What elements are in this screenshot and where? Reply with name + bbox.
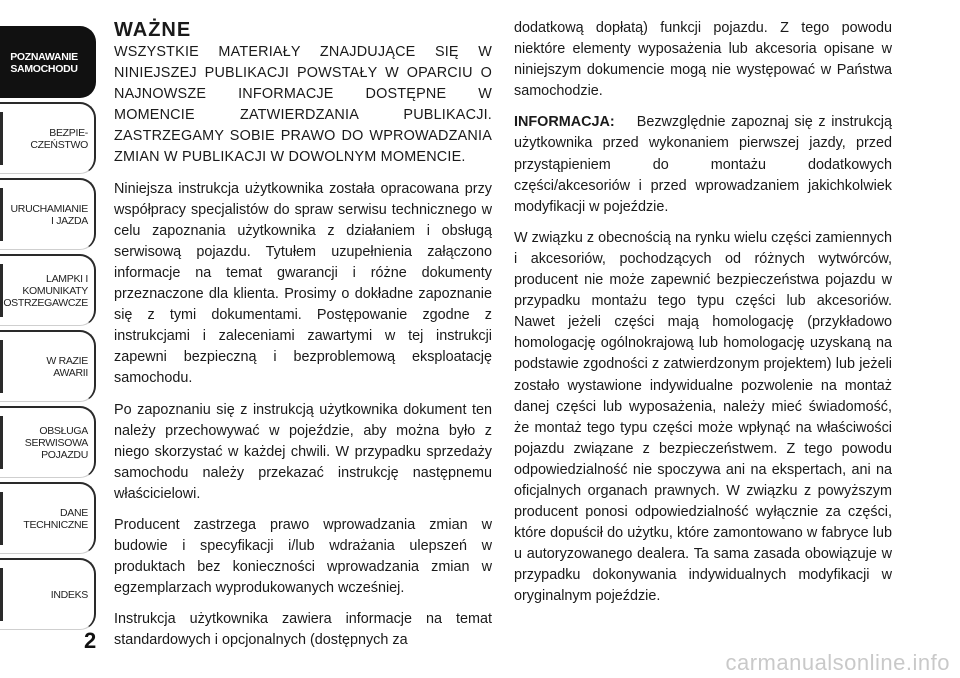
tab-uruchamianie-i-jazda[interactable] [0,178,96,250]
tab-w-razie-awarii[interactable] [0,330,96,402]
tab-dane-techniczne[interactable] [0,482,96,554]
tab-label: POZNAWANIE SAMOCHODU [10,50,78,75]
tab-lampki-i-komunikaty[interactable] [0,254,96,326]
info-note [514,112,892,217]
info-label: INFORMACJA: [514,114,615,131]
section-heading: WAŻNE [114,19,192,41]
tab-label: BEZPIE- CZEŃSTWO [30,126,88,151]
left-column [114,18,492,662]
warning-paragraph: WSZYSTKIE MATERIAŁY ZNAJDUJĄCE SIĘ W NINIEJSZEJ PUBLIKACJI POWSTAŁY W OPARCIU O NAJNOWSZE INFORMACJE DOSTĘPNE W MOMENCIE ZATWIERDZANIA PUBLIKACJI. ZASTRZEGAMY SOBIE PRAWO DO WPROWADZANIA ZMIAN W PUBLIKACJI W DOWOLNYM MOMENCIE. [114,44,492,166]
page-number: 2 [84,628,97,653]
paragraph: Instrukcja użytkownika zawiera informacje na temat standardowych i opcjonalnych (dostępnych za [114,611,492,649]
tab-label: URUCHAMIANIE I JAZDA [10,202,88,227]
tab-poznawanie-samochodu[interactable] [0,26,96,98]
paragraph: Producent zastrzega prawo wprowadzania zmian w budowie i specyfikacji i/lub wdrażania ulepszeń w produktach bez konieczności wprowadzania zmian w egzemplarzach wyprodukowanych wcześniej. [114,516,492,597]
right-column [514,18,892,618]
tab-label: DANE TECHNICZNE [23,506,88,531]
chapter-tabs [0,26,98,634]
tab-bezpieczenstwo[interactable] [0,102,96,174]
paragraph: dodatkową dopłatą) funkcji pojazdu. Z tego powodu niektóre elementy wyposażenia lub akcesoria opisane w niniejszym dokumencie mogą nie występować w Państwa samochodzie. [514,20,892,100]
tab-label: OBSŁUGA SERWISOWA POJAZDU [24,424,88,461]
tab-indeks[interactable] [0,558,96,630]
tab-label: W RAZIE AWARII [46,354,88,379]
paragraph: Niniejsza instrukcja użytkownika została opracowana przy współpracy specjalistów do spraw serwisu technicznego w celu zapoznania użytkownika z działaniem i obsługą serwisową pojazdu. Tytułem uzupełnienia załączono informacje na temat gwarancji i różne dokumenty przeznaczone dla klienta. Prosimy o dokładne zapoznanie się z tymi dokumentami. Postępowanie zgodne z instrukcjami i zaleceniami zawartymi w tej instrukcji zapewni bezpieczną i bezproblemową eksploatację samochodu. [114,180,492,387]
tab-label: INDEKS [50,588,88,601]
paragraph: Po zapoznaniu się z instrukcją użytkownika dokument ten należy przechowywać w pojeździe, aby można było z niego skorzystać w każdej chwili. W przypadku sprzedaży samochodu należy przekazać instrukcję następnemu właścicielowi. [114,401,492,502]
info-text: Bezwzględnie zapoznaj się z instrukcją użytkownika przed wykonaniem pierwszej jazdy, przed przystąpieniem do montażu dodatkowych części/akcesoriów i przed wprowadzaniem jakichkolwiek modyfikacji w pojeździe. [514,114,892,215]
watermark: carmanualsonline.info [725,650,950,675]
paragraph: W związku z obecnością na rynku wielu części zamiennych i akcesoriów, pochodzących od różnych wytwórców, producent nie może zapewnić bezpieczeństwa pojazdu w przypadku montażu tego typu części lub akcesoriów. Nawet jeżeli części mają homologację (przykładowo homologację ogólnokrajową lub homologację uzyskaną na podstawie zgodności z zatwierdzonym projektem) lub jeżeli zostało wystawione indywidualne pozwolenie na montaż danej części lub wyposażenia, należy mieć świadomość, że montaż tego typu części może wpłynąć na właściwości pojazdu związane z bezpieczeństwem. Z tego powodu odpowiedzialność nie spoczywa ani na ekspertach, ani na oficjalnych organach prawnych. W związku z powyższym producent ponosi odpowiedzialność wyłącznie za części, które dopuścił do użytku, które zamontowano w fabryce lub u autoryzowanego dealera. Ta sama zasada obowiązuje w przypadku dokonywania indywidualnych modyfikacji w oryginalnym pojeździe. [514,229,892,605]
tab-obsluga-serwisowa[interactable] [0,406,96,478]
tab-label: LAMPKI I KOMUNIKATY OSTRZEGAWCZE [3,272,88,309]
